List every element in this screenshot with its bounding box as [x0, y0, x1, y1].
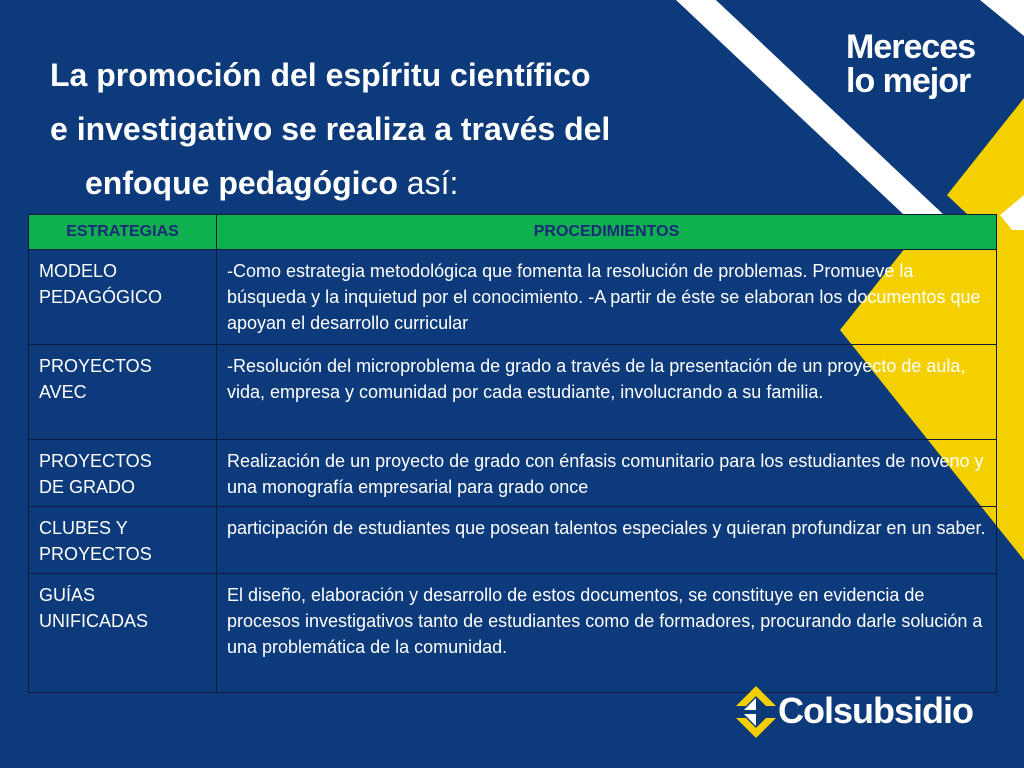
strategy-line: PEDAGÓGICO: [39, 287, 163, 307]
table-header-row: [29, 215, 997, 250]
strategy-line: MODELO: [39, 261, 118, 281]
table-row: [29, 250, 997, 345]
colsubsidio-logo-icon: [734, 684, 778, 740]
strategy-line: PROYECTOS: [39, 451, 152, 471]
header-estrategias: ESTRATEGIAS: [29, 215, 217, 250]
colsubsidio-logo: [734, 684, 1014, 742]
table-row: [29, 574, 997, 693]
title-line-3: [50, 156, 770, 210]
table-row: [29, 507, 997, 574]
slogan: [846, 30, 975, 98]
slogan-line-2: lo mejor: [846, 62, 971, 100]
procedure-cell: -Resolución del microproblema de grado a través de la presentación de un proyecto de aula, vida, empresa y comunidad por cada estudiante, involucrando a su familia.: [217, 345, 997, 440]
header-procedimientos: PROCEDIMIENTOS: [217, 215, 997, 250]
strategy-line: PROYECTOS: [39, 356, 152, 376]
strategies-table-container: [28, 214, 996, 693]
strategy-line: DE GRADO: [39, 477, 136, 497]
table-row: [29, 440, 997, 507]
colsubsidio-logo-text: Colsubsidio: [778, 690, 973, 731]
strategy-line: UNIFICADAS: [39, 611, 149, 631]
white-stripe-corner: [980, 0, 1024, 36]
slide-title: [50, 48, 770, 210]
strategy-cell: [29, 507, 217, 574]
title-line-2: e investigativo se realiza a través del: [50, 111, 611, 147]
strategy-cell: [29, 250, 217, 345]
strategy-line: GUÍAS: [39, 585, 96, 605]
title-line-1: La promoción del espíritu científico: [50, 57, 591, 93]
slogan-line-1: Mereces: [846, 28, 976, 66]
procedure-cell: -Como estrategia metodológica que fomenta la resolución de problemas. Promueve la búsqueda y la inquietud por el conocimiento. -A partir de éste se elaboran los documentos que apoyan el desarrollo curricular: [217, 250, 997, 345]
strategies-table: [28, 214, 997, 693]
strategy-line: PROYECTOS: [39, 544, 152, 564]
procedure-cell: Realización de un proyecto de grado con énfasis comunitario para los estudiantes de noveno y una monografía empresarial para grado once: [217, 440, 997, 507]
strategy-cell: [29, 574, 217, 693]
procedure-cell: participación de estudiantes que posean talentos especiales y quieran profundizar en un saber.: [217, 507, 997, 574]
strategy-line: CLUBES Y: [39, 518, 128, 538]
strategy-line: AVEC: [39, 382, 87, 402]
table-row: [29, 345, 997, 440]
title-line-3-normal: así:: [397, 165, 459, 201]
strategy-cell: [29, 345, 217, 440]
title-line-3-bold: enfoque pedagógico: [85, 165, 398, 201]
procedure-cell: El diseño, elaboración y desarrollo de estos documentos, se constituye en evidencia de procesos investigativos tanto de estudiantes como de formadores, procurando darle solución a una problemática de la comunidad.: [217, 574, 997, 693]
strategy-cell: [29, 440, 217, 507]
